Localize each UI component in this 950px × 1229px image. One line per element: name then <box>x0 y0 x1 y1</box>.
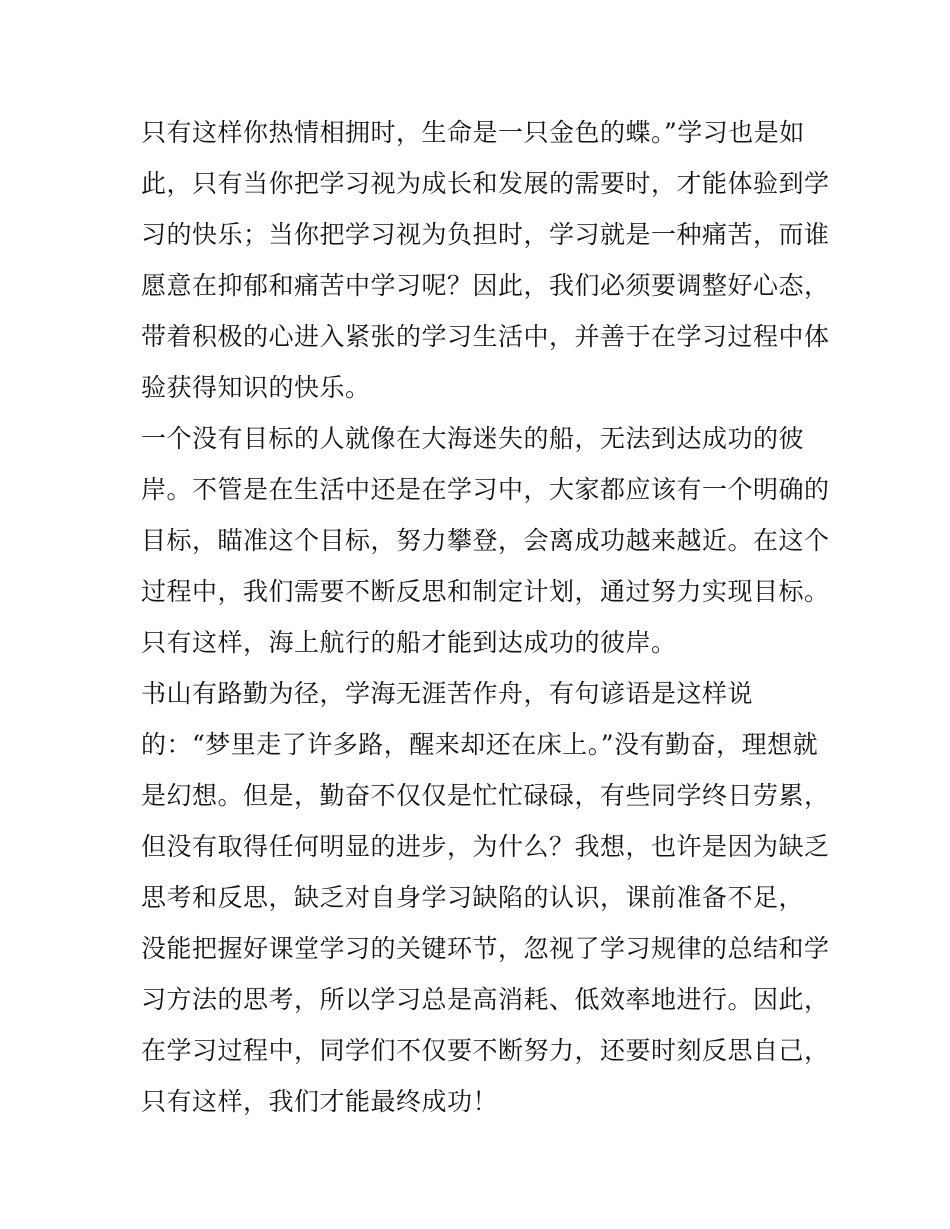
text-line: 过程中，我们需要不断反思和制定计划，通过努力实现目标。 <box>141 577 830 606</box>
text-line: 习方法的思考，所以学习总是高消耗、低效率地进行。因此， <box>141 985 830 1014</box>
text-line: 没能把握好课堂学习的关键环节，忽视了学习规律的总结和学 <box>141 934 830 963</box>
text-line: 验获得知识的快乐。 <box>141 373 371 402</box>
text-line: 岸。不管是在生活中还是在学习中，大家都应该有一个明确的 <box>141 475 830 504</box>
text-line: 一个没有目标的人就像在大海迷失的船，无法到达成功的彼 <box>141 424 805 453</box>
text-line: 的：“梦里走了许多路，醒来却还在床上。”没有勤奋，理想就 <box>141 730 819 759</box>
body-text <box>141 107 830 1127</box>
text-line: 是幻想。但是，勤奋不仅仅是忙忙碌碌，有些同学终日劳累， <box>141 781 830 810</box>
text-line: 在学习过程中，同学们不仅要不断努力，还要时刻反思自己， <box>141 1036 830 1065</box>
text-line: 习的快乐；当你把学习视为负担时，学习就是一种痛苦，而谁 <box>141 220 830 249</box>
text-line: 思考和反思，缺乏对自身学习缺陷的认识，课前准备不足， <box>141 883 805 912</box>
text-line: 书山有路勤为径，学海无涯苦作舟，有句谚语是这样说 <box>141 679 754 708</box>
text-line: 带着积极的心进入紧张的学习生活中，并善于在学习过程中体 <box>141 322 830 351</box>
text-line: 愿意在抑郁和痛苦中学习呢？因此，我们必须要调整好心态， <box>141 271 830 300</box>
text-line: 只有这样你热情相拥时，生命是一只金色的蝶。”学习也是如 <box>141 118 805 147</box>
text-line: 只有这样，我们才能最终成功！ <box>141 1087 499 1116</box>
text-line: 目标，瞄准这个目标，努力攀登，会离成功越来越近。在这个 <box>141 526 830 555</box>
text-line: 只有这样，海上航行的船才能到达成功的彼岸。 <box>141 628 677 657</box>
text-line: 但没有取得任何明显的进步，为什么？我想，也许是因为缺乏 <box>141 832 830 861</box>
text-line: 此，只有当你把学习视为成长和发展的需要时，才能体验到学 <box>141 169 830 198</box>
